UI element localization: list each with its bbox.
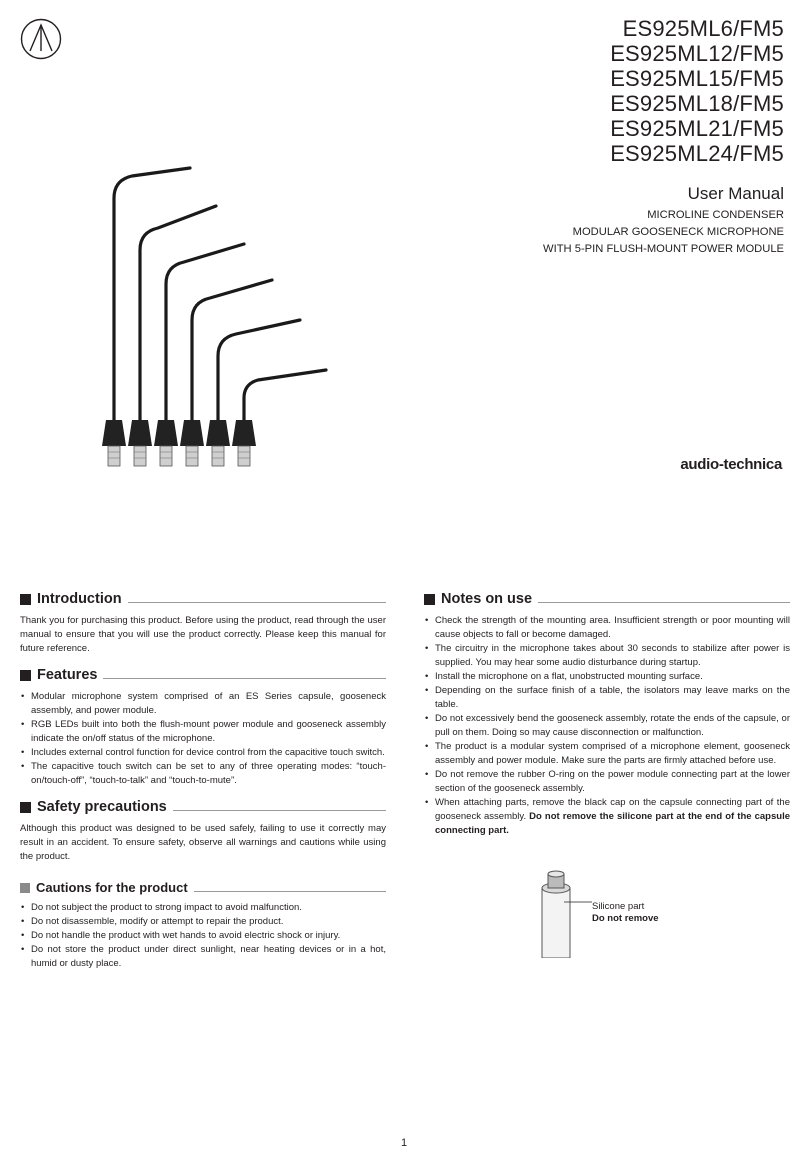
features-list (20, 690, 386, 788)
list-item: • Install the microphone on a flat, unobstructed mounting surface. (424, 670, 790, 684)
safety-section (20, 798, 386, 864)
warning-text: Do not remove the silicone part at the end of the capsule connecting part. (435, 811, 790, 836)
audio-technica-logo-icon (20, 18, 62, 60)
introduction-section (20, 590, 386, 656)
list-item: • Do not remove the rubber O-ring on the power module connecting part at the lower section of the gooseneck assembly. (424, 768, 790, 796)
subtitle-line: MICROLINE CONDENSER (647, 209, 784, 221)
section-heading-text: Features (37, 667, 98, 683)
section-heading-text: Cautions for the product (36, 880, 188, 895)
cautions-section (20, 880, 386, 971)
section-heading (20, 798, 386, 816)
features-section (20, 666, 386, 788)
list-item: • Includes external control function for device control from the capacitive touch switch. (20, 746, 386, 760)
notes-section (424, 590, 790, 838)
square-bullet-icon (20, 883, 30, 893)
model-name: ES925ML6/FM5 (622, 16, 784, 41)
introduction-text: Thank you for purchasing this product. Before using the product, read through the user manual to ensure that you will use the product correctly. Please keep this manual for future reference. (20, 615, 386, 654)
section-heading (424, 590, 790, 608)
product-subtitle (543, 207, 784, 258)
silicone-part-label (592, 901, 659, 925)
list-item: • Do not store the product under direct sunlight, near heating devices or in a hot, humid or dusty place. (20, 943, 386, 971)
model-name: ES925ML18/FM5 (610, 91, 784, 116)
square-bullet-icon (20, 594, 31, 605)
gooseneck-microphones-illustration (86, 158, 346, 488)
cautions-list (20, 901, 386, 971)
square-bullet-icon (20, 670, 31, 681)
section-heading (20, 590, 386, 608)
square-bullet-icon (20, 802, 31, 813)
list-item: • Do not excessively bend the gooseneck assembly, rotate the ends of the capsule, or pull on them. Doing so may cause disconnection or malfunction. (424, 712, 790, 740)
brand-wordmark: audio-technica (680, 456, 782, 473)
list-item: • The capacitive touch switch can be set to any of three operating modes: “touch-on/touch-off”, “touch-to-talk” and “touch-to-mute”. (20, 760, 386, 788)
list-item: • Do not disassemble, modify or attempt to repair the product. (20, 915, 386, 929)
right-column (424, 590, 790, 848)
model-name: ES925ML15/FM5 (610, 66, 784, 91)
list-item: • RGB LEDs built into both the flush-mount power module and gooseneck assembly indicate the on/off status of the microphone. (20, 718, 386, 746)
square-bullet-icon (424, 594, 435, 605)
list-item-text: When attaching parts, remove the black cap on the capsule connecting part of the gooseneck assembly. (435, 797, 790, 822)
page-number: 1 (400, 1137, 408, 1149)
section-heading-text: Notes on use (441, 591, 533, 607)
section-heading-text: Introduction (37, 591, 122, 607)
model-name: ES925ML24/FM5 (610, 141, 784, 166)
list-item: • The product is a modular system comprised of a microphone element, gooseneck assembly and power module. Make sure the parts are firmly attached before use. (424, 740, 790, 768)
list-item: • Depending on the surface finish of a table, the isolators may leave marks on the table. (424, 684, 790, 712)
section-heading (20, 880, 386, 896)
figure-warning: Do not remove (592, 913, 659, 924)
figure-label: Silicone part (592, 901, 645, 912)
notes-list (424, 614, 790, 838)
model-list (610, 16, 784, 166)
list-item: • The circuitry in the microphone takes about 30 seconds to stabilize after power is supplied. You may hear some audio disturbance during startup. (424, 642, 790, 670)
left-column (20, 590, 386, 981)
mic-bases (102, 420, 256, 446)
section-heading (20, 666, 386, 684)
subtitle-line: WITH 5-PIN FLUSH-MOUNT POWER MODULE (543, 243, 784, 255)
safety-text: Although this product was designed to be used safely, failing to use it correctly may result in an accident. To ensure safety, observe all warnings and cautions while using the product. (20, 823, 386, 862)
list-item: • Modular microphone system comprised of an ES Series capsule, gooseneck assembly, and power module. (20, 690, 386, 718)
model-name: ES925ML12/FM5 (610, 41, 784, 66)
model-name: ES925ML21/FM5 (610, 116, 784, 141)
manual-title: User Manual (687, 184, 784, 203)
list-item: • Do not subject the product to strong impact to avoid malfunction. (20, 901, 386, 915)
list-item (424, 796, 790, 838)
subtitle-line: MODULAR GOOSENECK MICROPHONE (572, 226, 784, 238)
list-item: • Check the strength of the mounting area. Insufficient strength or poor mounting will cause objects to fall or become damaged. (424, 614, 790, 642)
section-heading-text: Safety precautions (37, 799, 167, 815)
list-item: • Do not handle the product with wet hands to avoid electric shock or injury. (20, 929, 386, 943)
